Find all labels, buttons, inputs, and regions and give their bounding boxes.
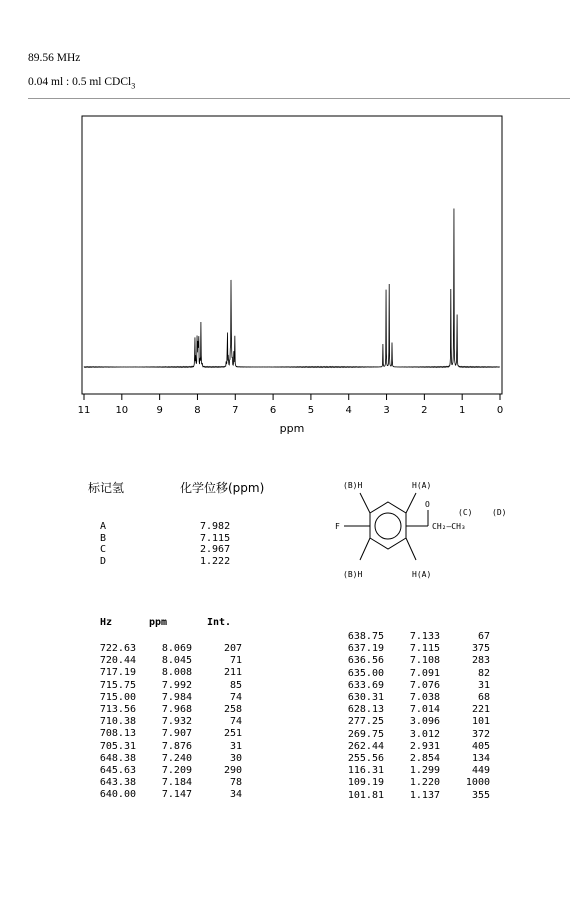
- peak-ppm: 7.038: [409, 692, 440, 704]
- assign-label: A: [100, 521, 107, 532]
- peak-int: 85: [229, 679, 242, 691]
- assign-label: B: [100, 532, 107, 544]
- label-chain: CH₂—CH₃: [432, 522, 466, 531]
- x-tick-label: 5: [307, 405, 315, 416]
- peak-int: 283: [471, 655, 490, 667]
- assign-header-label: 标记氢: [88, 481, 125, 495]
- peak-hz: 255.56: [347, 753, 384, 765]
- plot-frame: [82, 116, 502, 394]
- table-row: [334, 716, 490, 728]
- peak-int: 355: [471, 789, 490, 801]
- peak-ppm: 7.907: [161, 728, 192, 740]
- peak-ppm: 8.045: [161, 655, 192, 667]
- peak-ppm: 1.299: [409, 765, 440, 777]
- peak-ppm: 7.115: [409, 643, 440, 655]
- assign-label: C: [100, 544, 107, 555]
- table-row: [334, 790, 490, 802]
- peak-hz: 713.56: [99, 704, 136, 716]
- peak-int: 290: [223, 765, 242, 777]
- assign-shift: 1.222: [200, 555, 231, 567]
- peak-int: 372: [471, 728, 490, 740]
- peak-ppm: 3.012: [409, 728, 440, 740]
- peak-hz: 643.38: [99, 777, 136, 789]
- peak-int: 74: [229, 716, 242, 728]
- peak-ppm: 7.984: [161, 691, 192, 703]
- label-ha-top: H(A): [412, 481, 432, 490]
- bond-ha-bot: [406, 538, 416, 560]
- table-row: [334, 753, 490, 765]
- bond-bh-bot: [360, 538, 370, 560]
- peak-hz: 648.38: [99, 752, 136, 764]
- aromatic-circle: [375, 513, 401, 539]
- table-row: [334, 692, 490, 704]
- peak-int: 251: [223, 728, 242, 740]
- peak-col-int-header: Int.: [207, 617, 232, 628]
- table-row: [334, 643, 490, 655]
- label-bh-bot: (B)H: [343, 570, 363, 579]
- peak-int: 405: [471, 740, 490, 752]
- assign-shift: 7.982: [200, 521, 231, 532]
- peak-hz: 635.00: [347, 667, 384, 679]
- label-f: F: [335, 522, 340, 531]
- table-row: [86, 741, 242, 753]
- peak-int: 134: [471, 753, 490, 765]
- table-row: [86, 680, 242, 692]
- x-tick-label: 1: [458, 405, 466, 416]
- peak-ppm: 7.209: [161, 765, 192, 777]
- peak-hz: 269.75: [347, 728, 384, 740]
- peak-table-left: [86, 643, 242, 802]
- table-row: [86, 753, 242, 765]
- x-tick-label: 7: [232, 405, 239, 416]
- peak-hz: 715.00: [99, 691, 136, 703]
- label-c: (C): [458, 508, 473, 517]
- peak-int: 31: [229, 740, 242, 752]
- table-row: [86, 667, 242, 679]
- peak-ppm: 8.008: [161, 667, 192, 679]
- x-tick-label: 11: [77, 405, 91, 416]
- peak-hz: 630.31: [347, 692, 384, 704]
- peak-int: 34: [229, 789, 242, 801]
- benzene-ring: [370, 502, 406, 549]
- peak-int: 221: [471, 704, 490, 716]
- peak-hz: 636.56: [347, 655, 384, 667]
- peak-ppm: 7.014: [409, 704, 440, 716]
- table-row: [86, 716, 242, 728]
- table-row: [334, 765, 490, 777]
- peak-int: 67: [477, 631, 490, 642]
- x-tick-label: 6: [269, 405, 277, 416]
- peak-hz: 710.38: [99, 716, 136, 728]
- assign-header-shift: 化学位移(ppm): [180, 481, 265, 495]
- solvent-subscript: 3: [131, 81, 136, 91]
- table-row: [334, 680, 490, 692]
- peak-ppm: 3.096: [409, 716, 440, 728]
- table-row: [86, 704, 242, 716]
- peak-ppm: 2.854: [409, 753, 440, 765]
- peak-int: 82: [477, 667, 490, 679]
- table-row: [334, 704, 490, 716]
- peak-hz: 262.44: [347, 740, 384, 752]
- table-row: [334, 729, 490, 741]
- x-tick-label: 9: [156, 405, 163, 416]
- peak-hz: 645.63: [99, 765, 136, 777]
- peak-int: 74: [229, 691, 242, 703]
- x-tick-label: 0: [496, 405, 504, 416]
- table-row: [334, 777, 490, 789]
- table-row: [334, 655, 490, 667]
- peak-ppm: 7.968: [161, 704, 192, 716]
- label-o: O: [425, 500, 430, 509]
- peak-hz: 116.31: [347, 765, 384, 777]
- x-tick-label: 3: [383, 405, 390, 416]
- peak-hz: 715.75: [99, 679, 136, 691]
- peak-ppm: 7.133: [409, 631, 440, 642]
- peak-ppm: 7.932: [161, 716, 192, 728]
- peak-hz: 717.19: [99, 667, 136, 679]
- peak-int: 78: [229, 777, 242, 789]
- peak-int: 71: [229, 655, 242, 667]
- table-row: [86, 655, 242, 667]
- peak-ppm: 7.091: [409, 667, 440, 679]
- table-row: [86, 777, 242, 789]
- peak-int: 31: [477, 679, 490, 691]
- assign-shift: 7.115: [200, 532, 231, 544]
- peak-ppm: 1.220: [409, 777, 440, 789]
- peak-hz: 633.69: [347, 679, 384, 691]
- peak-col-ppm-header: ppm: [149, 617, 168, 628]
- assign-label: D: [100, 555, 107, 567]
- x-tick-label: 2: [421, 405, 428, 416]
- peak-hz: 708.13: [99, 728, 136, 740]
- peak-int: 1000: [465, 777, 490, 789]
- peak-hz: 109.19: [347, 777, 384, 789]
- peak-hz: 722.63: [99, 643, 136, 654]
- peak-int: 68: [477, 692, 490, 704]
- x-axis-label: ppm: [279, 422, 305, 435]
- peak-hz: 640.00: [99, 789, 136, 801]
- peak-ppm: 7.147: [161, 789, 192, 801]
- table-row: [86, 765, 242, 777]
- table-row: [334, 741, 490, 753]
- assign-shift: 2.967: [200, 544, 231, 555]
- peak-int: 211: [223, 667, 242, 679]
- label-ha-bot: H(A): [412, 570, 432, 579]
- label-d: (D): [492, 508, 507, 517]
- table-row: [86, 789, 242, 801]
- table-row: [86, 643, 242, 655]
- table-row: [334, 668, 490, 680]
- peak-ppm: 7.076: [409, 679, 440, 691]
- peak-int: 30: [229, 752, 242, 764]
- peak-ppm: 7.876: [161, 740, 192, 752]
- spectrum-trace: [84, 209, 500, 368]
- peak-hz: 637.19: [347, 643, 384, 655]
- x-tick-label: 8: [194, 405, 201, 416]
- x-tick-label: 10: [115, 405, 129, 416]
- table-row: [86, 692, 242, 704]
- table-row: [86, 728, 242, 740]
- peak-hz: 277.25: [347, 716, 384, 728]
- peak-int: 449: [471, 765, 490, 777]
- x-tick-label: 4: [345, 405, 352, 416]
- peak-ppm: 1.137: [409, 789, 440, 801]
- peak-hz: 101.81: [347, 789, 384, 801]
- x-axis-ticks: [78, 394, 504, 416]
- peak-hz: 705.31: [99, 740, 136, 752]
- peak-hz: 628.13: [347, 704, 384, 716]
- peak-ppm: 7.184: [161, 777, 192, 789]
- peak-ppm: 7.108: [409, 655, 440, 667]
- peak-ppm: 2.931: [409, 740, 440, 752]
- peak-ppm: 7.992: [161, 679, 192, 691]
- peak-hz: 638.75: [347, 631, 384, 642]
- bond-bh-top: [360, 493, 370, 513]
- bond-ha-top: [406, 493, 416, 513]
- peak-ppm: 8.069: [161, 643, 192, 654]
- peak-hz: 720.44: [99, 655, 136, 667]
- peak-int: 207: [223, 643, 242, 654]
- peak-int: 375: [471, 643, 490, 655]
- solvent-text: 0.04 ml : 0.5 ml CDCl: [28, 76, 132, 88]
- peak-col-hz-header: Hz: [100, 617, 113, 628]
- table-row: [334, 631, 490, 643]
- peak-ppm: 7.240: [161, 752, 192, 764]
- label-bh-top: (B)H: [343, 481, 363, 490]
- peak-table-right: [334, 631, 490, 802]
- peak-int: 258: [223, 704, 242, 716]
- peak-int: 101: [471, 716, 490, 728]
- spectrometer-frequency: 89.56 MHz: [28, 52, 81, 64]
